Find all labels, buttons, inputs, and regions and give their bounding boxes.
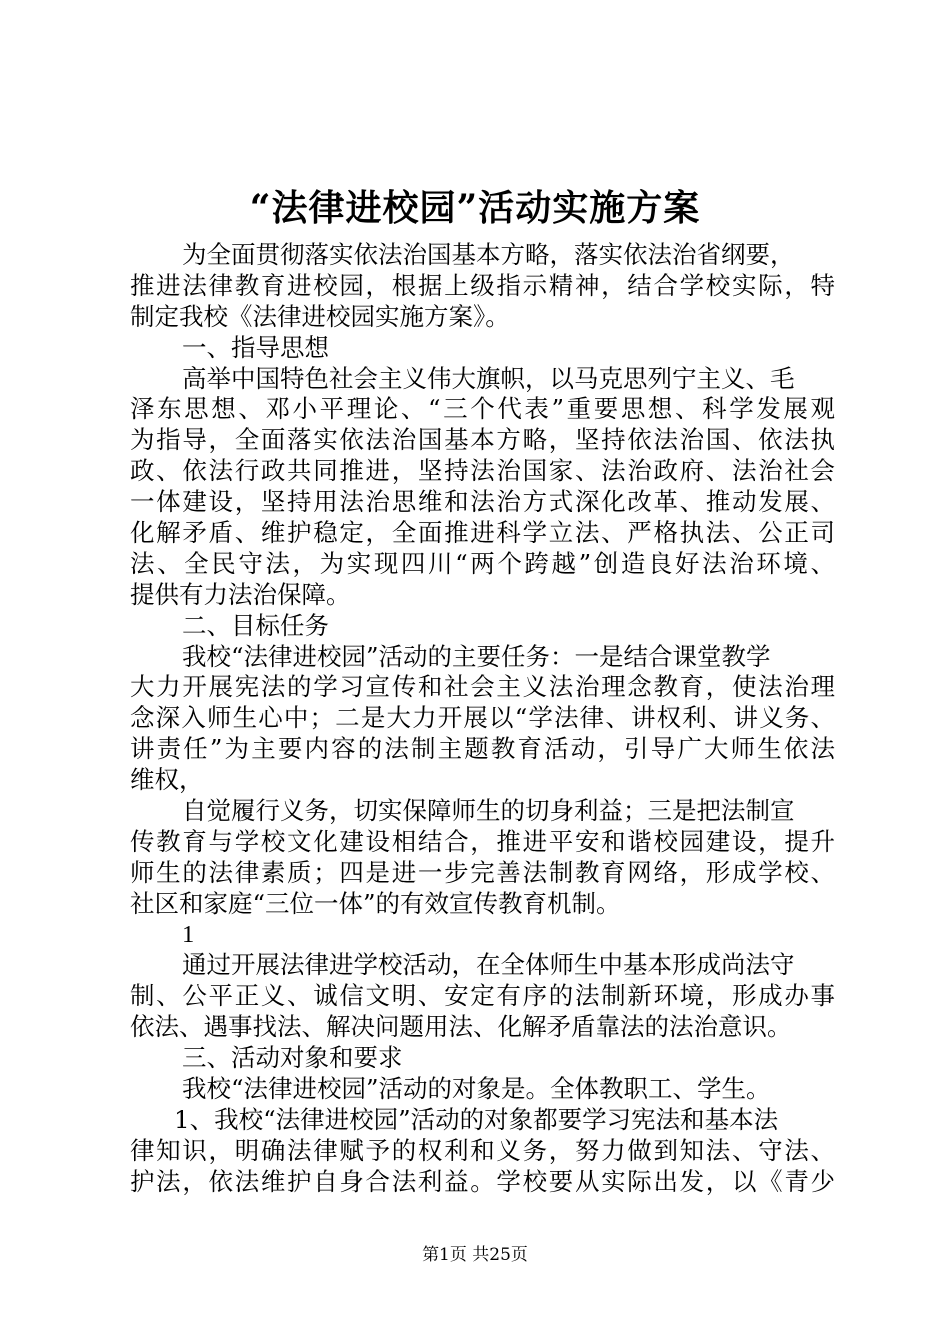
inline-page-number: 1 <box>182 920 195 948</box>
document-title: “法律进校园”活动实施方案 <box>249 187 701 229</box>
paragraph-line: 自觉履行义务，切实保障师生的切身利益；三是把法制宣 <box>182 796 795 826</box>
document-body <box>130 240 835 1198</box>
paragraph-line: 为指导，全面落实依法治国基本方略，坚持依法治国、依法执 <box>130 425 835 455</box>
section-heading: 二、目标任务 <box>182 610 329 640</box>
paragraph-line: 念深入师生心中；二是大力开展以“学法律、讲权利、讲义务、 <box>130 703 835 733</box>
paragraph-line: 政、依法行政共同推进，坚持法治国家、法治政府、法治社会 <box>130 456 835 486</box>
paragraph-line: 化解矛盾、维护稳定，全面推进科学立法、严格执法、公正司 <box>130 518 835 548</box>
paragraph-line: 我校“法律进校园”活动的对象是。全体教职工、学生。 <box>182 1074 771 1104</box>
paragraph-line: 我校“法律进校园”活动的主要任务：一是结合课堂教学 <box>182 641 771 671</box>
paragraph-line: 法、全民守法，为实现四川“两个跨越”创造良好法治环境、 <box>130 548 835 578</box>
paragraph-line: 制、公平正义、诚信文明、安定有序的法制新环境，形成办事 <box>130 981 835 1011</box>
paragraph-line: 通过开展法律进学校活动，在全体师生中基本形成尚法守 <box>182 950 795 980</box>
section-heading: 一、指导思想 <box>182 332 329 362</box>
paragraph-line: 传教育与学校文化建设相结合，推进平安和谐校园建设，提升 <box>130 826 835 856</box>
paragraph-line: 泽东思想、邓小平理论、“三个代表”重要思想、科学发展观 <box>130 394 835 424</box>
paragraph-line: 维权， <box>130 765 204 795</box>
paragraph-line: 讲责任”为主要内容的法制主题教育活动，引导广大师生依法 <box>130 734 835 764</box>
paragraph-line: 为全面贯彻落实依法治国基本方略，落实依法治省纲要， <box>182 240 795 269</box>
paragraph-line: 一体建设，坚持用法治思维和法治方式深化改革、推动发展、 <box>130 487 835 517</box>
paragraph-line: 师生的法律素质；四是进一步完善法制教育网络，形成学校、 <box>130 857 835 887</box>
paragraph-line: 高举中国特色社会主义伟大旗帜，以马克思列宁主义、毛 <box>182 363 795 393</box>
paragraph-line: 1、我校“法律进校园”活动的对象都要学习宪法和基本法 <box>174 1104 779 1134</box>
paragraph-line: 护法，依法维护自身合法利益。学校要从实际出发，以《青少 <box>130 1166 835 1196</box>
paragraph-line: 律知识，明确法律赋予的权利和义务，努力做到知法、守法、 <box>130 1135 835 1165</box>
paragraph-line: 依法、遇事找法、解决问题用法、化解矛盾靠法的法治意识。 <box>130 1012 792 1042</box>
paragraph-line: 提供有力法治保障。 <box>130 579 351 609</box>
paragraph-line: 推进法律教育进校园，根据上级指示精神，结合学校实际，特 <box>130 270 835 300</box>
paragraph-line: 大力开展宪法的学习宣传和社会主义法治理念教育，使法治理 <box>130 672 835 702</box>
paragraph-line: 社区和家庭“三位一体”的有效宣传教育机制。 <box>130 888 621 918</box>
section-heading: 三、活动对象和要求 <box>182 1043 403 1073</box>
page-footer: 第1页 共25页 <box>422 1245 528 1265</box>
paragraph-line: 制定我校《法律进校园实施方案》。 <box>130 301 510 331</box>
